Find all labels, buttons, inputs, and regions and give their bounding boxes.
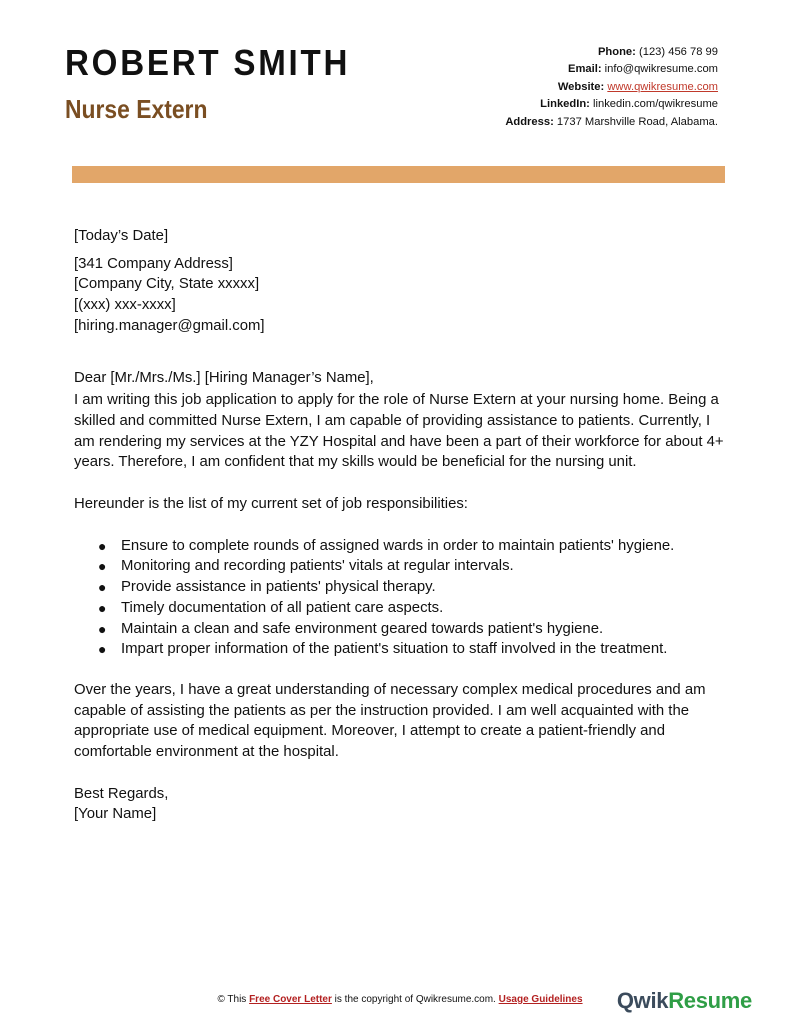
signature: [Your Name] (74, 806, 157, 823)
list-item (74, 536, 734, 557)
website-label: Website: (557, 80, 605, 93)
bullet-icon: ● (98, 537, 107, 554)
contact-website (505, 79, 718, 96)
bullet-icon: ● (98, 641, 107, 658)
list-item-text: Impart proper information of the patient's situation to staff involved in the treatment. (121, 641, 668, 658)
recipient-address (74, 254, 734, 337)
contact-linkedin (505, 96, 718, 113)
list-item-text: Maintain a clean and safe environment geared towards patient's hygiene. (121, 620, 604, 637)
list-item (74, 619, 734, 640)
list-item (74, 639, 734, 660)
linkedin-label: LinkedIn: (540, 98, 590, 111)
responsibilities-list (74, 536, 734, 660)
bullet-icon: ● (98, 558, 107, 575)
list-item-text: Timely documentation of all patient care aspects. (121, 599, 444, 616)
job-title: Nurse Extern (65, 94, 208, 124)
contact-block (505, 44, 718, 131)
letter-date: [Today’s Date] (74, 228, 169, 244)
address-line: [341 Company Address] (74, 255, 233, 272)
list-item (74, 556, 734, 577)
list-item-text: Ensure to complete rounds of assigned wards in order to maintain patients' hygiene. (121, 537, 675, 554)
footer-middle: is the copyright of Qwikresume.com. (334, 994, 496, 1005)
phone-value: (123) 456 78 99 (639, 46, 718, 58)
closing-paragraph: Over the years, I have a great understanding of necessary complex medical procedures and am capable of assisting the patients as per the instruction provided. I am well acquainted with the appropriate use of medical equipment. Moreover, I attempt to create a patient-friendly and comfortable environment at the hospital. (74, 681, 706, 761)
list-item-text: Monitoring and recording patients' vitals at regular intervals. (121, 558, 514, 575)
logo-qwik: Qwik (616, 988, 669, 1013)
candidate-name: ROBERT SMITH (65, 42, 351, 83)
phone-label: Phone: (597, 46, 636, 58)
greeting: Dear [Mr./Mrs./Ms.] [Hiring Manager’s Name], (74, 369, 374, 386)
bullet-icon: ● (98, 599, 107, 616)
linkedin-value: linkedin.com/qwikresume (593, 98, 718, 111)
list-item (74, 598, 734, 619)
contact-address (505, 114, 718, 131)
address-line: [Company City, State xxxxx] (74, 276, 260, 293)
footer-prefix: © This (217, 994, 247, 1005)
qwikresume-logo (617, 988, 752, 1014)
website-link[interactable]: www.qwikresume.com (607, 80, 718, 93)
email-value: info@qwikresume.com (604, 63, 718, 76)
address-value: 1737 Marshville Road, Alabama. (556, 115, 718, 128)
list-item (74, 577, 734, 598)
bullet-icon: ● (98, 579, 107, 596)
intro-paragraph: I am writing this job application to apply for the role of Nurse Extern at your nursing home. Being a skilled and committed Nurse Extern, I am capable of providing assistance to patients. Currently, I am rendering my services at the YZY Hospital and have been a part of their workforce for about 4+ years. Therefore, I am confident that my skills would be beneficial for the nursing unit. (74, 392, 724, 471)
address-line: [(xxx) xxx-xxxx] (74, 297, 176, 314)
address-label: Address: (505, 115, 554, 128)
sign-off: Best Regards, (74, 785, 169, 802)
free-cover-letter-link[interactable]: Free Cover Letter (249, 994, 332, 1005)
accent-divider (72, 166, 725, 183)
logo-resume: Resume (668, 988, 752, 1013)
letter-body (74, 226, 734, 825)
contact-phone (505, 44, 718, 61)
email-label: Email: (567, 63, 602, 76)
contact-email (505, 61, 718, 78)
usage-guidelines-link[interactable]: Usage Guidelines (498, 994, 583, 1005)
list-item-text: Provide assistance in patients' physical therapy. (121, 579, 436, 596)
list-intro: Hereunder is the list of my current set of job responsibilities: (74, 496, 468, 513)
address-line: [hiring.manager@gmail.com] (74, 317, 265, 334)
bullet-icon: ● (98, 620, 107, 637)
